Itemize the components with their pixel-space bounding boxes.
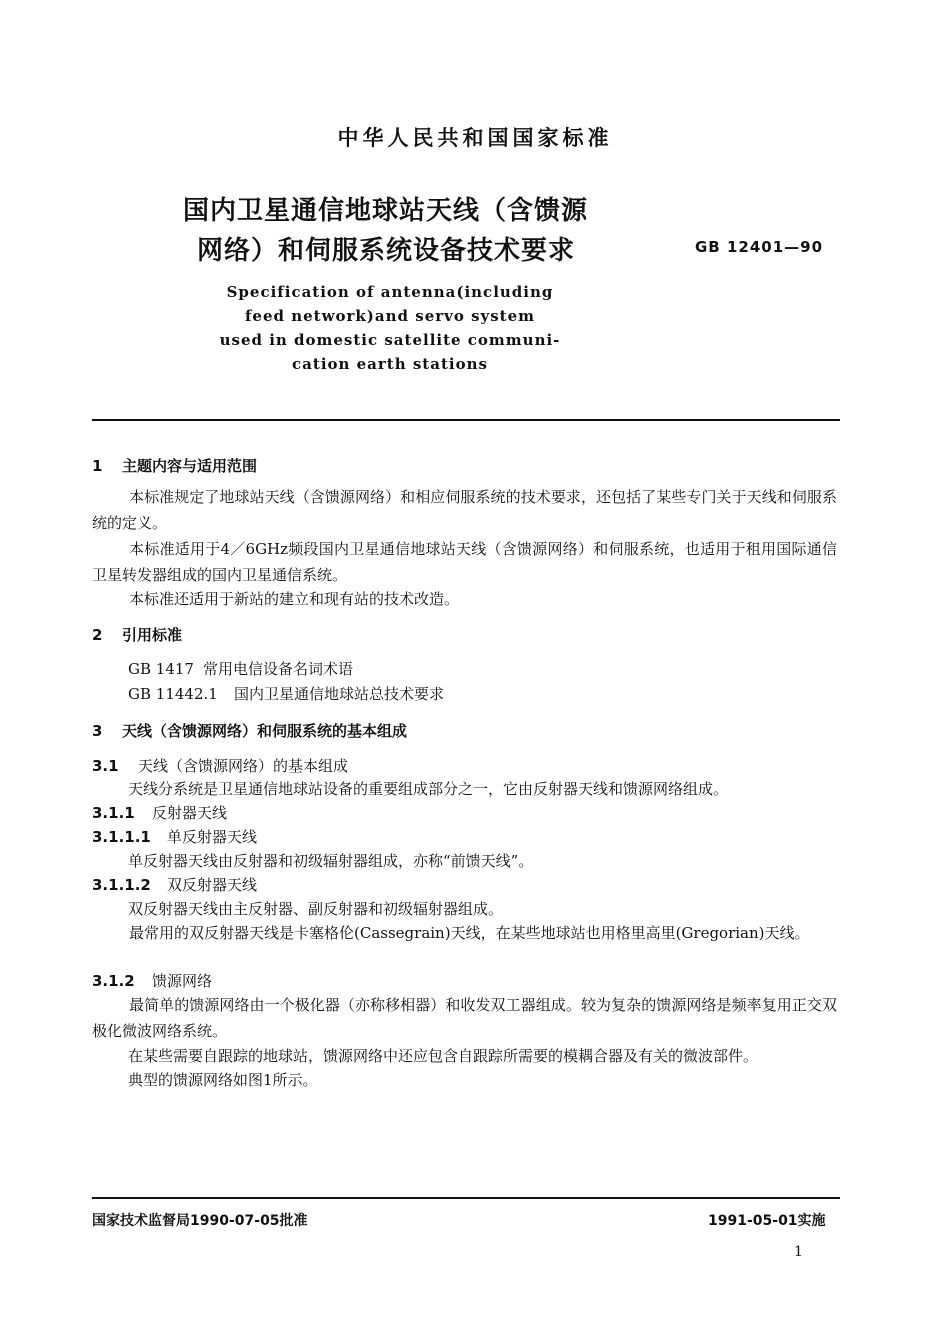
section-2-heading — [92, 624, 182, 645]
page-number: 1 — [794, 1244, 803, 1260]
subsection-3-1-1-2-heading — [92, 874, 257, 895]
subsection-3-1-1-1-text: 单反射器天线由反射器和初级辐射器组成，亦称“前馈天线”。 — [128, 852, 534, 870]
title-cn-line1: 国内卫星通信地球站天线（含馈源 — [183, 196, 589, 226]
subsection-3-1-1-2-text-2: 最常用的双反射器天线是卡塞格伦(Cassegrain)天线，在某些地球站也用格里高里(Gregorian)天线。 — [129, 924, 810, 942]
section-3-heading — [92, 720, 407, 741]
title-en-line4: cation earth stations — [292, 355, 488, 373]
subsection-3-1-1-1-heading — [92, 826, 257, 847]
subsection-3-1-2-text-1: 最简单的馈源网络由一个极化器（亦称移相器）和收发双工器组成。较为复杂的馈源网络是频率复用正交双极化微波网络系统。 — [92, 996, 837, 1040]
section-title: 主题内容与适用范围 — [122, 457, 258, 475]
subsection-title: 反射器天线 — [152, 804, 228, 822]
subsection-3-1-2-text-3: 典型的馈源网络如图1所示。 — [128, 1071, 318, 1089]
section-1-paragraph-2: 本标准适用于4／6GHz频段国内卫星通信地球站天线（含馈源网络）和伺服系统，也适用于租用国际通信卫星转发器组成的国内卫星通信系统。 — [92, 540, 837, 584]
subsection-number: 3.1.1.2 — [92, 876, 151, 894]
reference-title: 常用电信设备名词术语 — [203, 660, 354, 678]
subsection-3-1-1-heading — [92, 802, 227, 823]
subsection-title: 天线（含馈源网络）的基本组成 — [138, 757, 349, 775]
subsection-title: 单反射器天线 — [167, 828, 258, 846]
title-en-line2: feed network)and servo system — [244, 307, 536, 325]
title-en-line1: Specification of antenna(including — [226, 283, 554, 301]
reference-item — [128, 658, 353, 679]
standard-type-heading: 中华人民共和国国家标准 — [337, 126, 613, 150]
section-number: 3 — [92, 722, 103, 740]
section-title: 天线（含馈源网络）和伺服系统的基本组成 — [122, 722, 408, 740]
approval-date: 国家技术监督局1990-07-05批准 — [92, 1213, 308, 1229]
reference-code: GB 1417 — [128, 660, 194, 678]
section-1-paragraph-1: 本标准规定了地球站天线（含馈源网络）和相应伺服系统的技术要求，还包括了某些专门关于天线和伺服系统的定义。 — [92, 488, 837, 532]
footer-divider — [92, 1197, 840, 1199]
subsection-number: 3.1.1.1 — [92, 828, 151, 846]
section-title: 引用标准 — [122, 626, 183, 644]
subsection-3-1-heading — [92, 755, 348, 776]
subsection-3-1-2-text-2: 在某些需要自跟踪的地球站，馈源网络中还应包含自跟踪所需要的模耦合器及有关的微波部件。 — [128, 1047, 759, 1065]
subsection-3-1-text: 天线分系统是卫星通信地球站设备的重要组成部分之一，它由反射器天线和馈源网络组成。 — [128, 780, 729, 798]
subsection-number: 3.1.2 — [92, 972, 135, 990]
section-number: 2 — [92, 626, 103, 644]
subsection-title: 馈源网络 — [152, 972, 213, 990]
subsection-3-1-1-2-text-1: 双反射器天线由主反射器、副反射器和初级辐射器组成。 — [128, 900, 504, 918]
standard-code: GB 12401—90 — [695, 238, 824, 256]
subsection-number: 3.1.1 — [92, 804, 135, 822]
reference-item — [128, 683, 444, 704]
section-number: 1 — [92, 457, 103, 475]
title-en-line3: used in domestic satellite communi- — [219, 331, 561, 349]
section-1-paragraph-3: 本标准还适用于新站的建立和现有站的技术改造。 — [129, 590, 460, 608]
reference-code: GB 11442.1 — [128, 685, 218, 703]
reference-title: 国内卫星通信地球站总技术要求 — [234, 685, 445, 703]
subsection-3-1-2-heading — [92, 970, 212, 991]
subsection-title: 双反射器天线 — [167, 876, 258, 894]
effective-date: 1991-05-01实施 — [708, 1213, 826, 1229]
section-1-heading — [92, 455, 257, 476]
subsection-number: 3.1 — [92, 757, 119, 775]
title-cn-line2: 网络）和伺服系统设备技术要求 — [197, 236, 576, 266]
header-divider — [92, 419, 840, 421]
